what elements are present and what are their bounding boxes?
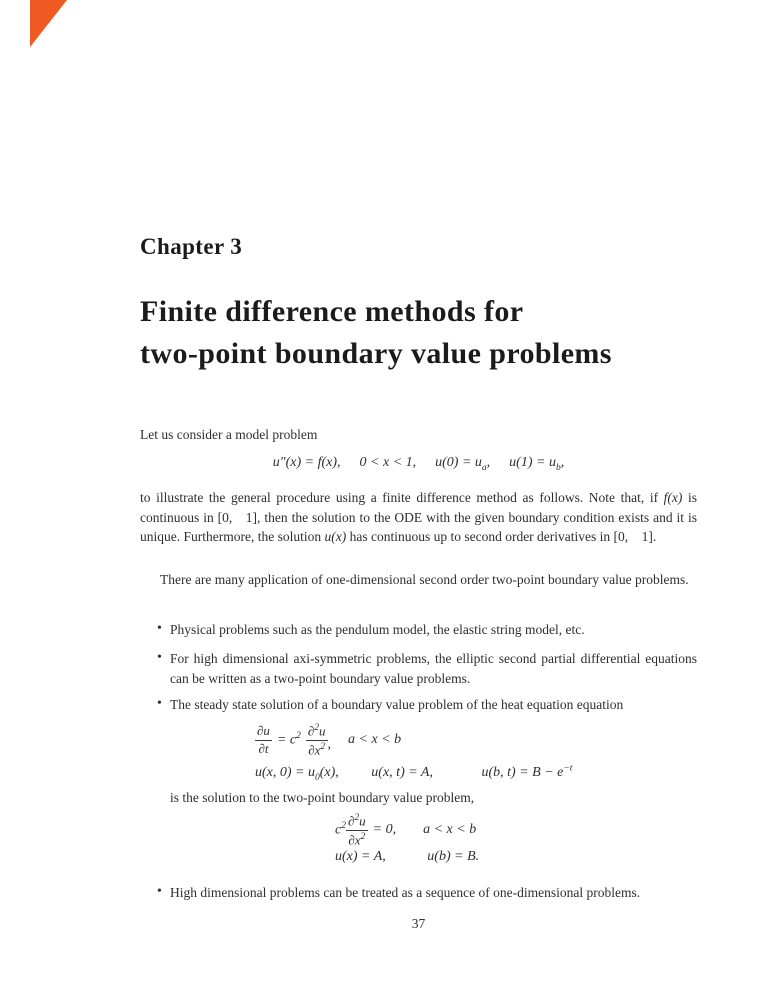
corner-marker [30, 0, 67, 47]
bullet-icon: • [157, 696, 162, 711]
bullet-item-2 [140, 649, 697, 688]
equation-term: u(b) = B. [427, 849, 480, 864]
equation-term: u(x, t) = A, [371, 764, 433, 780]
chapter-title [140, 291, 760, 375]
fraction: $\frac{\partial^2u}{\partial x^2}$ [307, 722, 326, 757]
bullet-text: The steady state solution of a boundary value problem of the heat equation equation [170, 697, 624, 712]
bullet-icon: • [157, 650, 162, 665]
equation-term: u(b, $t) = B - e^{-t}$ [481, 763, 573, 780]
equation-term: 0 < x < 1, [359, 455, 417, 470]
equation-term: $u(1) = u_b$, [509, 455, 565, 473]
equation-term: $u(0) = u_a$, [435, 455, 491, 473]
equation-term: u(x, $0) = u_0(x)$, [255, 764, 339, 783]
equation-term: = $c^2$ [276, 731, 301, 748]
model-problem-equation [140, 453, 697, 478]
page-number: 37 [411, 916, 426, 931]
heat-equation-block [255, 724, 572, 785]
bvp-equation-block [335, 814, 479, 865]
equation-domain: a < x < b [348, 732, 402, 747]
bullet-item-1 [140, 620, 697, 640]
equation-domain: a < x < b [423, 822, 477, 837]
bullet-item-3 [140, 695, 697, 715]
math-variable: f(x) [663, 490, 683, 505]
bullet-icon: • [157, 621, 162, 636]
fraction: $\frac{\partial^2u}{\partial x^2}$ [347, 812, 366, 847]
equation-term: = 0, [372, 822, 397, 837]
bullet-item-4 [140, 883, 697, 903]
bullet-text: For high dimensional axi-symmetric problems, the elliptic second partial differential equations can be written as a two-point boundary value problems. [170, 651, 697, 686]
bullet-item-3-continuation: is the solution to the two-point boundary value problem, [170, 790, 475, 805]
chapter-title-line-2: two-point boundary value problems [140, 337, 612, 370]
equation-term: u(x) = A, [335, 849, 386, 864]
chapter-label: Chapter 3 [140, 234, 243, 259]
bvp-equation-line-2 [335, 849, 479, 865]
bvp-equation-line-1 [335, 814, 479, 846]
equation-term: u″(x) = f(x), [272, 455, 341, 470]
math-variable: u(x) [324, 529, 347, 545]
heat-equation-line-1: $\frac{\partial u}{\partial t}$ = $c^2$ $\frac{\partial^2u}{\partial x^2}$ , a < x < b [257, 722, 402, 757]
chapter-title-line-1: Finite difference methods for [140, 295, 524, 328]
equation-term: $c^2$ [335, 821, 346, 838]
bullet-text: High dimensional problems can be treated as a sequence of one-dimensional problems. [170, 885, 641, 900]
body-paragraph-1: to illustrate the general procedure using a finite difference method as follows. Note that, if f(x) is continuous in [0, 1], then the solution to the ODE with the given boundary condition exists and it is unique. Furthermore, the solution u(x) has continuous up to second order derivatives in [0, 1]. [140, 490, 697, 545]
intro-paragraph: Let us consider a model problem [140, 427, 318, 442]
fraction: $\frac{\partial u}{\partial t}$ [257, 722, 270, 756]
heat-equation-line-2 [255, 760, 572, 785]
body-paragraph-2: There are many application of one-dimensional second order two-point boundary value problems. [160, 572, 689, 587]
bullet-text: Physical problems such as the pendulum model, the elastic string model, etc. [170, 622, 585, 637]
bullet-icon: • [157, 884, 162, 899]
